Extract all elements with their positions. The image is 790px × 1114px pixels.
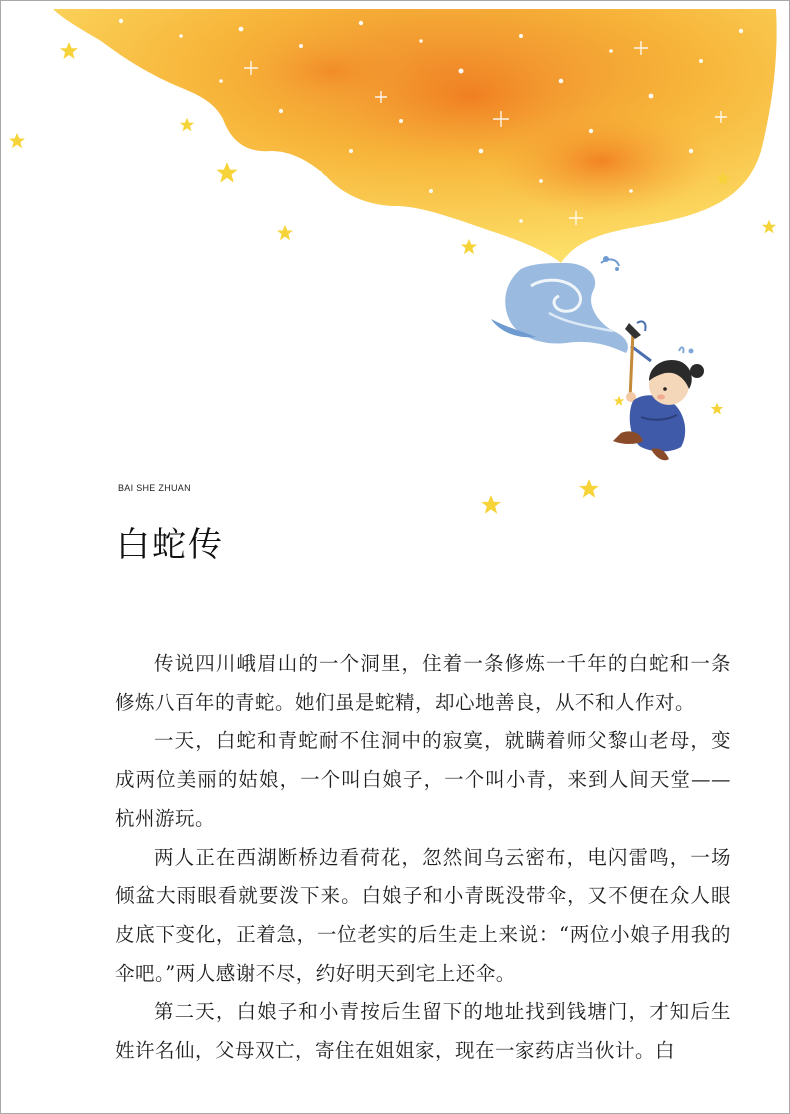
water-swirl [491,256,651,361]
page-title: 白蛇传 [116,525,224,565]
star-icon [579,479,599,498]
star-icon [216,162,238,182]
star-icon [180,118,194,132]
star-icon [762,220,776,234]
star-icon [614,396,625,406]
illustration [1,1,789,521]
story-text [115,645,731,1071]
paragraph: 一天，白蛇和青蛇耐不住洞中的寂寞，就瞒着师父黎山老母，变成两位美丽的姑娘，一个叫白娘子，一个叫小青，来到人间天堂——杭州游玩。 [115,729,731,830]
star-icon [9,133,25,148]
paragraph: 传说四川峨眉山的一个洞里，住着一条修炼一千年的白蛇和一条修炼八百年的青蛇。她们虽是蛇精，却心地善良，从不和人作对。 [115,652,731,714]
star-icon [277,225,293,240]
series-label: BAI SHE ZHUAN [118,483,191,493]
star-icon [711,403,724,415]
paragraph: 两人正在西湖断桥边看荷花，忽然间乌云密布，电闪雷鸣，一场倾盆大雨眼看就要泼下来。白娘子和小青既没带伞，又不便在众人眼皮底下变化，正着急，一位老实的后生走上来说：“两位小娘子用我的伞吧。”两人感谢不尽，约好明天到宅上还伞。 [115,845,731,985]
star-icon [60,42,78,59]
star-icon [461,239,477,254]
paragraph: 第二天，白娘子和小青按后生留下的地址找到钱塘门，才知后生姓许名仙，父母双亡，寄住在姐姐家，现在一家药店当伙计。白 [115,1000,731,1063]
star-icon [481,495,501,514]
